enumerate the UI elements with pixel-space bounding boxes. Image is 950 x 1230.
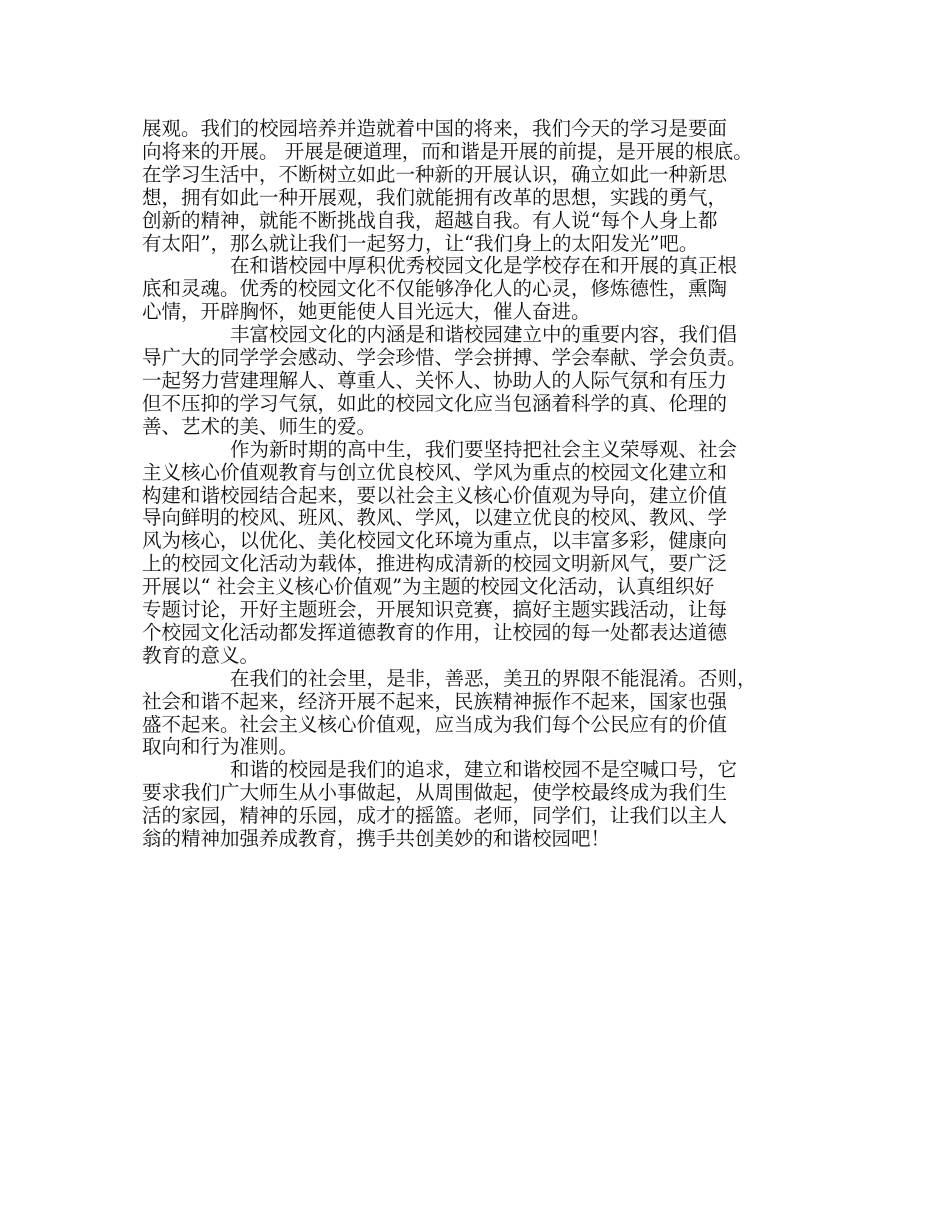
text-line: 底和灵魂。优秀的校园文化不仅能够净化人的心灵，修炼德性，熏陶 bbox=[142, 277, 728, 301]
paragraph bbox=[142, 439, 824, 668]
text-line: 一起努力营建理解人、尊重人、关怀人、协助人的人际气氛和有压力 bbox=[142, 368, 728, 392]
text-line: 导广大的同学学会感动、学会珍惜、学会拼搏、学会奉献、学会负责。 bbox=[142, 346, 747, 370]
text-line: 在和谐校园中厚积优秀校园文化是学校存在和开展的真正根 bbox=[230, 254, 738, 278]
text-line: 社会和谐不起来，经济开展不起来，民族精神振作不起来，国家也强 bbox=[142, 689, 728, 713]
text-line: 想，拥有如此一种开展观，我们就能拥有改革的思想，实践的勇气， bbox=[142, 185, 728, 209]
text-line: 个校园文化活动都发挥道德教育的作用，让校园的每一处都表达道德 bbox=[142, 620, 728, 644]
text-line: 在学习生活中，不断树立如此一种新的开展认识，确立如此一种新思 bbox=[142, 162, 728, 186]
paragraph bbox=[142, 759, 824, 851]
text-line: 构建和谐校园结合起来，要以社会主义核心价值观为导向，建立价值 bbox=[142, 483, 728, 507]
text-line: 丰富校园文化的内涵是和谐校园建立中的重要内容，我们倡 bbox=[230, 323, 738, 347]
paragraph bbox=[142, 324, 824, 439]
text-line: 作为新时期的高中生，我们要坚持把社会主义荣辱观、社会 bbox=[230, 437, 738, 461]
text-line: 风为核心，以优化、美化校园文化环境为重点，以丰富多彩，健康向 bbox=[142, 529, 728, 553]
text-line: 取向和行为准则。 bbox=[142, 735, 299, 759]
paragraph bbox=[142, 255, 824, 324]
text-line: 心情，开辟胸怀，她更能使人目光远大，催人奋进。 bbox=[142, 300, 591, 324]
paragraph bbox=[142, 118, 824, 255]
paragraph bbox=[142, 668, 824, 760]
text-line: 活的家园，精神的乐园，成才的摇篮。老师，同学们，让我们以主人 bbox=[142, 804, 728, 828]
text-line: 教育的意义。 bbox=[142, 643, 260, 667]
text-line: 有太阳”，那么就让我们一起努力，让“我们身上的太阳发光”吧。 bbox=[142, 231, 699, 255]
text-line: 导向鲜明的校风、班风、教风、学风，以建立优良的校风、教风、学 bbox=[142, 506, 728, 530]
text-line: 在我们的社会里，是非，善恶，美丑的界限不能混淆。否则， bbox=[230, 666, 757, 690]
text-line: 和谐的校园是我们的追求，建立和谐校园不是空喊口号，它 bbox=[230, 758, 738, 782]
text-line: 展观。我们的校园培养并造就着中国的将来，我们今天的学习是要面 bbox=[142, 117, 728, 140]
text-line: 善、艺术的美、师生的爱。 bbox=[142, 414, 377, 438]
text-line: 上的校园文化活动为载体，推进构成清新的校园文明新风气，要广泛 bbox=[142, 552, 728, 576]
text-line: 盛不起来。社会主义核心价值观，应当成为我们每个公民应有的价值 bbox=[142, 712, 728, 736]
text-line: 开展以“ 社会主义核心价值观”为主题的校园文化活动，认真组织好 bbox=[142, 575, 715, 599]
text-line: 但不压抑的学习气氛，如此的校园文化应当包涵着科学的真、伦理的 bbox=[142, 391, 728, 415]
text-line: 主义核心价值观教育与创立优良校风、学风为重点的校园文化建立和 bbox=[142, 460, 728, 484]
text-line: 向将来的开展。 开展是硬道理，而和谐是开展的前提，是开展的根底。 bbox=[142, 139, 753, 163]
document-body bbox=[142, 118, 824, 851]
text-line: 专题讨论，开好主题班会，开展知识竞赛，搞好主题实践活动，让每 bbox=[142, 598, 728, 622]
text-line: 要求我们广大师生从小事做起，从周围做起，使学校最终成为我们生 bbox=[142, 781, 728, 805]
text-line: 创新的精神，就能不断挑战自我，超越自我。有人说“每个人身上都 bbox=[142, 208, 718, 232]
text-line: 翁的精神加强养成教育，携手共创美妙的和谐校园吧！ bbox=[142, 827, 611, 851]
